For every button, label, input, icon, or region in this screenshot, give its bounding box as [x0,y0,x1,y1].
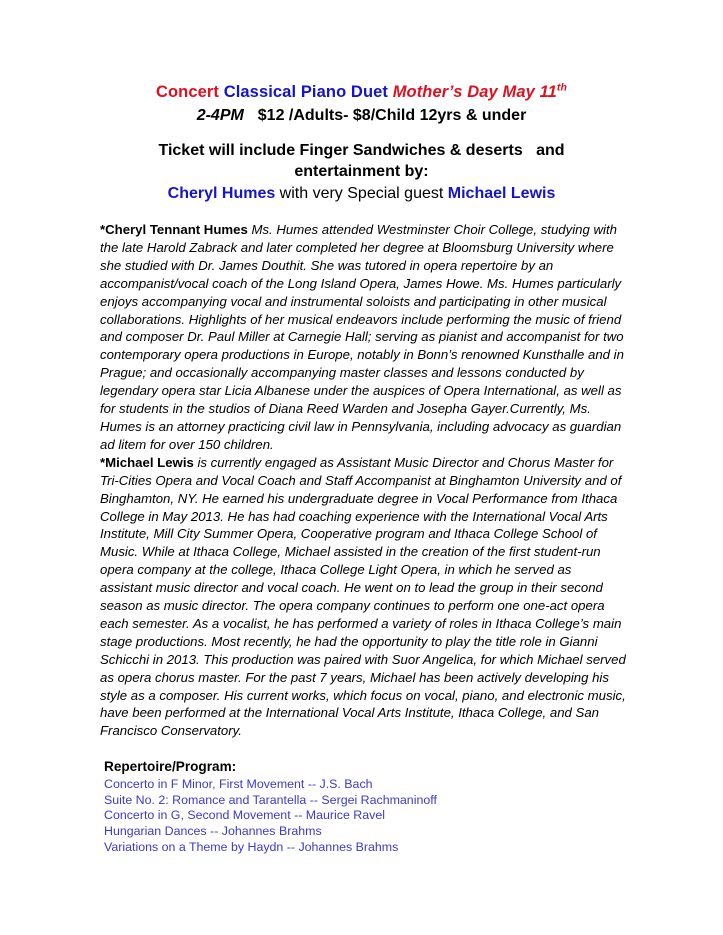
headline-secondary [0,105,723,127]
repertoire-item: Concerto in F Minor, First Movement -- J.S. Bach [104,777,373,792]
biography-cheryl-humes [100,221,627,454]
performer-name-guest: Michael Lewis [447,185,556,202]
repertoire-item: Hungarian Dances -- Johannes Brahms [104,824,322,839]
event-price: $12 /Adults- $8/Child 12yrs & under [257,107,527,124]
performers-connector: with very Special guest [275,185,448,202]
headline-primary [0,82,723,103]
repertoire-block [104,758,723,855]
biography-text-michael-lewis: is currently engaged as Assistant Music Director and Chorus Master for Tri-Cities Opera and Vocal Coach and Staff Accompanist at Binghamton University and of Binghamton, NY. He earned his undergraduate degree in Vocal Performance from Ithaca College in May 2013. He has had coaching experience with the International Vocal Arts Institute, Mill City Summer Opera, Cooperative program and Ithaca College School of Music. While at Ithaca College, Michael assisted in the creation of the first student-run opera company at the college, Ithaca College Light Opera, in which he served as assistant music director and vocal coach. He went on to lead the group in their second season as music director. The opera company continues to perform one one-act opera each semester. As a vocalist, he has performed a variety of roles in Ithaca College’s main stage productions. Most recently, he had the opportunity to play the title role in Gianni Schicchi in 2013. This production was paired with Suor Angelica, for which Michael served as opera chorus master. For the past 7 years, Michael has been actively developing his style as a composer. His current works, which focus on vocal, piano, and electronic music, have been performed at the International Vocal Arts Institute, Ithaca College, and San Francisco Conservatory. [100,454,626,739]
repertoire-heading: Repertoire/Program: [104,759,237,775]
ticket-inclusions-line-2: entertainment by: [294,163,429,180]
headline-spacer [244,107,258,124]
subheadline-block [0,140,723,205]
ticket-inclusions-line-1: Ticket will include Finger Sandwiches & deserts and [158,142,565,159]
headline-word-concert: Concert [155,83,224,101]
biography-michael-lewis [100,454,627,741]
headline-block [0,0,723,127]
repertoire-item: Suite No. 2: Romance and Tarantella -- Sergei Rachmaninoff [104,792,437,807]
biography-text-cheryl-humes: Ms. Humes attended Westminster Choir College, studying with the late Harold Zabrack and later completed her degree at Bloomsburg University where she studied with Dr. James Douthit. She was tutored in opera repertoire by an accompanist/vocal coach of the Long Island Opera, James Howe. Ms. Humes particularly enjoys accompanying vocal and instrumental soloists and participating in other musical collaborations. Highlights of her musical endeavors include performing the music of friend and composer Dr. Paul Miller at Carnegie Hall; serving as pianist and accompanist for two contemporary opera productions in Europe, notably in Bonn’s renowned Kunsthalle and in Prague; and occasionally accompanying master classes and lessons conducted by legendary opera star Licia Albanese under the auspices of Opera International, as well as for students in the studios of Diana Reed Warden and Josepha Gayer.Currently, Ms. Humes is an attorney practicing civil law in Pennsylvania, including advocacy as guardian ad litem for over 150 children. [100,222,624,452]
biography-block [100,221,627,740]
repertoire-list [104,777,723,855]
biography-lead-michael-lewis: *Michael Lewis [100,454,194,470]
event-time: 2-4PM [196,107,244,124]
performer-name-primary: Cheryl Humes [167,185,276,202]
repertoire-item: Concerto in G, Second Movement -- Maurice Ravel [104,808,385,823]
headline-ordinal-suffix: th [556,81,568,94]
headline-word-classical-piano-duet: Classical Piano Duet [223,83,393,101]
repertoire-item: Variations on a Theme by Haydn -- Johannes Brahms [104,839,399,854]
biography-lead-cheryl-humes: *Cheryl Tennant Humes [100,222,248,237]
headline-word-mothers-day: Mother’s Day May 11 [392,83,557,101]
performers-line [0,183,723,205]
